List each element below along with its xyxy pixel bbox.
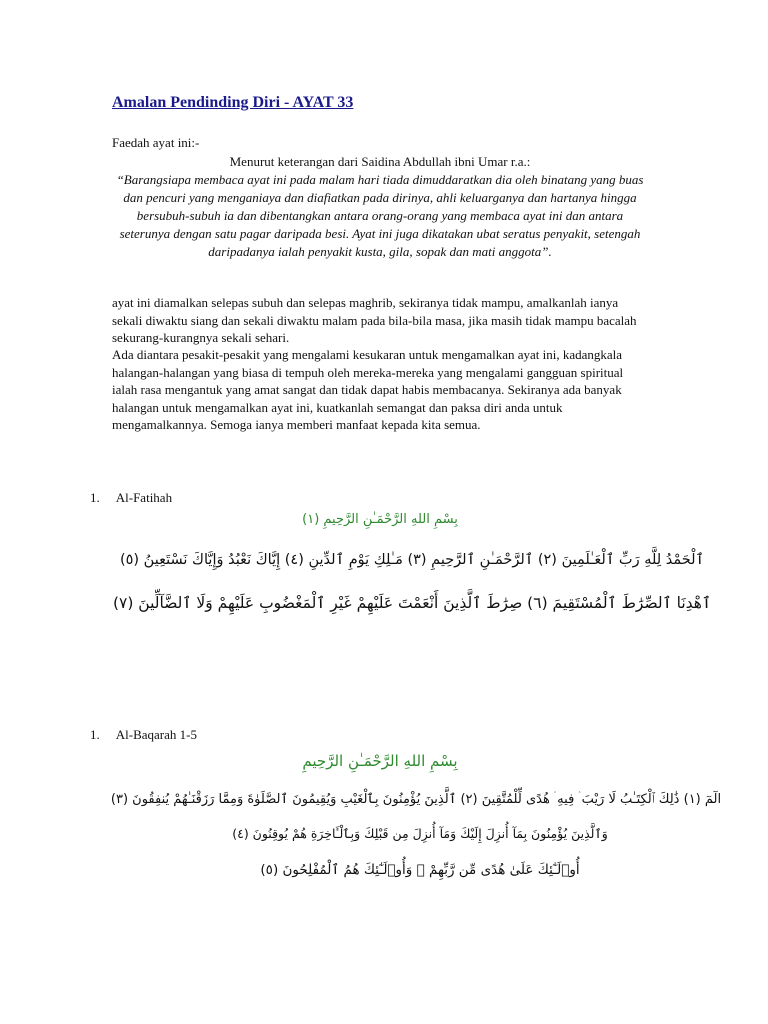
fatihah-basmalah: بِسْمِ اللهِ الرَّحْمَـٰنِ الرَّحِيمِ (١) — [302, 512, 458, 527]
list-item-baqarah — [90, 727, 197, 743]
faedah-label: Faedah ayat ini:- — [112, 135, 200, 150]
baqarah-verse-line: الٓمٓ (١) ذَٰلِكَ ٱلْكِتَـٰبُ لَا رَيْبَ ۛ فِيهِ ۛ هُدًى لِّلْمُتَّقِينَ (٢) ٱلَّذِينَ يُؤْمِنُونَ بِٱلْغَيْبِ وَيُقِيمُونَ ٱلصَّلَوٰةَ وَمِمَّا رَزَقْنَـٰهُمْ يُنفِقُونَ (٣) — [110, 792, 722, 807]
baqarah-verse-line: وَٱلَّذِينَ يُؤْمِنُونَ بِمَآ أُنزِلَ إِلَيْكَ وَمَآ أُنزِلَ مِن قَبْلِكَ وَبِٱلْـَٔاخِرَةِ هُمْ يُوقِنُونَ (٤) — [232, 826, 608, 841]
quote-text: “Barangsiapa membaca ayat ini pada malam hari tiada dimuddaratkan dia oleh binatang yang buas dan pencuri yang menganiaya dan diafiatkan pada dirinya, ahli keluarganya dan hartanya hingga bersubuh-subuh ia dan dibentangkan antara orang-orang yang membaca ayat ini dan antara seterunya dengan satu pagar daripada besi. Ayat ini juga dikatakan ubat seratus penyakit, setengah daripadanya ialah penyakit kusta, gila, sopak dan mati anggota”. — [116, 172, 644, 259]
baqarah-basmalah: بِسْمِ اللهِ الرَّحْمَـٰنِ الرَّحِيمِ — [302, 752, 458, 770]
list-number: 1. — [90, 727, 100, 742]
list-label: Al-Baqarah 1-5 — [115, 727, 197, 742]
paragraph-practice: ayat ini diamalkan selepas subuh dan selepas maghrib, sekiranya tidak mampu, amalkanlah ianya sekali diwaktu siang dan sekali diwaktu malam pada bila-bila masa, jika masih tidak mampu bacalah sekurang-kurangnya sekali sehari. — [112, 295, 637, 345]
list-item-fatihah — [90, 490, 172, 506]
quote-block — [112, 153, 648, 261]
list-label: Al-Fatihah — [115, 490, 173, 505]
baqarah-verse-line: أُو۟لَـٰٓئِكَ عَلَىٰ هُدًى مِّن رَّبِّهِمْ ۖ وَأُو۟لَـٰٓئِكَ هُمُ ٱلْمُفْلِحُونَ (٥) — [260, 862, 580, 878]
list-number: 1. — [90, 490, 100, 505]
quote-intro: Menurut keterangan dari Saidina Abdullah ibni Umar r.a.: — [229, 154, 531, 169]
page-title[interactable]: Amalan Pendinding Diri - AYAT 33 — [112, 94, 354, 111]
fatihah-verse-line: ٱلْحَمْدُ لِلَّهِ رَبِّ ٱلْعَـٰلَمِينَ (٢) ٱلرَّحْمَـٰنِ ٱلرَّحِيمِ (٣) مَـٰلِكِ يَوْمِ ٱلدِّينِ (٤) إِيَّاكَ نَعْبُدُ وَإِيَّاكَ نَسْتَعِينُ (٥) — [119, 552, 705, 568]
fatihah-verse-line: ٱهْدِنَا ٱلصِّرَٰطَ ٱلْمُسْتَقِيمَ (٦) صِرَٰطَ ٱلَّذِينَ أَنْعَمْتَ عَلَيْهِمْ غَيْرِ ٱلْمَغْضُوبِ عَلَيْهِمْ وَلَا ٱلضَّآلِّينَ (٧) — [112, 594, 712, 612]
paragraph-obstacles: Ada diantara pesakit-pesakit yang mengalami kesukaran untuk mengamalkan ayat ini, kadangkala halangan-halangan yang biasa di tempuh oleh mereka-mereka yang mengalami gangguan spiritual ialah rasa mengantuk yang amat sangat dan tidak dapat habis membacanya. Sekiranya ada banyak halangan untuk mengamalkan ayat ini, kuatkanlah semangat dan paksa diri anda untuk mengamalkannya. Semoga ianya memberi manfaat kepada kita semua. — [112, 347, 624, 432]
